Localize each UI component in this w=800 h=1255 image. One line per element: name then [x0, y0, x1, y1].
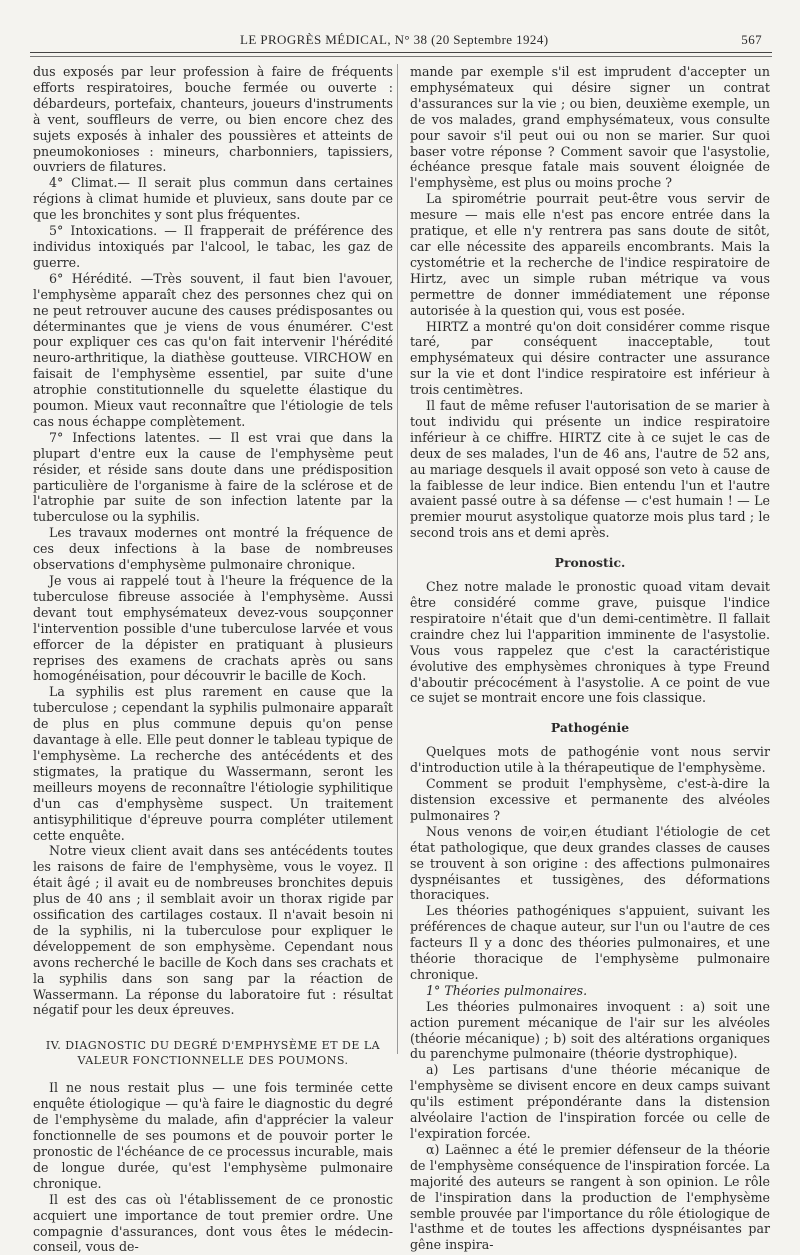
paragraph: Comment se produit l'emphysème, c'est-à-dire la distension excessive et permanente des alvéoles pulmonaires ? — [410, 776, 770, 823]
paragraph-heading: 1° Théories pulmonaires. — [426, 982, 588, 998]
paragraph: 7° Infections latentes. — Il est vrai que dans la plupart d'entre eux la cause de l'emphysème peut résider, et réside sans doute dans une prédisposition particulière de l'organisme à faire de la sclérose et de l'atrophie par suite de son infection latente par la tuberculose ou la syphilis. — [33, 429, 393, 525]
paragraph: La syphilis est plus rarement en cause que la tuberculose ; cependant la syphilis pulmonaire apparaît de plus en plus commune depuis qu'on pense davantage à elle. Elle peut donner le tableau typique de l'emphysème. La recherche des antécédents et des stigmates, la pratique du Wassermann, seront les meilleurs moyens de reconnaître l'étiologie syphilitique d'un cas d'emphysème suspect. Un traitement antisyphilitique d'épreuve pourra compléter utilement cette enquête. — [33, 684, 393, 843]
header-rule-thin — [30, 56, 772, 57]
section-title: IV. DIAGNOSTIC DU DEGRÉ D'EMPHYSÈME ET DE LA VALEUR FONCTIONNELLE DES POUMONS. — [45, 1039, 381, 1068]
journal-title: LE PROGRÈS MÉDICAL, N° 38 (20 Septembre 1924) — [240, 32, 549, 47]
paragraph: a) Les partisans d'une théorie mécanique de l'emphysème se divisent encore en deux camps suivant qu'ils estiment prépondérante dans la distension alvéolaire l'action de l'inspiration forcée ou celle de l'expiration forcée. — [410, 1062, 770, 1141]
paragraph: Les travaux modernes ont montré la fréquence de ces deux infections à la base de nombreuses observations d'emphysème pulmonaire chronique. — [33, 525, 393, 573]
paragraph: HIRTZ a montré qu'on doit considérer comme risque taré, par conséquent inacceptable, tout emphysémateux qui désire contracter une assurance sur la vie et dont l'indice respiratoire est inférieur à trois centimètres. — [410, 318, 770, 398]
paragraph: α) Laënnec a été le premier défenseur de la théorie de l'emphysème conséquence de l'inspiration forcée. La majorité des auteurs se rangent à son opinion. Le rôle de l'inspiration dans la production de l'emphysème semble prouvée par l'importance du rôle étiologique de l'asthme et de toutes les affections dyspnéisantes par gêne inspira- — [410, 1141, 770, 1253]
right-column — [410, 64, 770, 1253]
paragraph: Il ne nous restait plus — une fois terminée cette enquête étiologique — qu'à faire le diagnostic du degré de l'emphysème du malade, afin d'apprécier la valeur fonctionnelle de ses poumons et de pouvoir porter le pronostic de l'échéance de ce processus incurable, mais de longue durée, qu'est l'emphysème pulmonaire chronique. — [33, 1080, 393, 1191]
paragraph: Il est des cas où l'établissement de ce pronostic acquiert une importance de tout premier ordre. Une compagnie d'assurances, dont vous êtes le médecin-conseil, vous de- — [33, 1191, 393, 1255]
page-number: 567 — [741, 32, 762, 47]
header-rule — [30, 52, 772, 53]
paragraph: Les théories pulmonaires invoquent : a) soit une action purement mécanique de l'air sur les alvéoles (théorie mécanique) ; b) soit des altérations organiques du parenchyme pulmonaire (théorie dystrophique). — [410, 998, 770, 1062]
paragraph: Je vous ai rappelé tout à l'heure la fréquence de la tuberculose fibreuse associée à l'emphysème. Aussi devant tout emphysémateux devez-vous soupçonner l'intervention possible d'une tuberculose larvée et vous efforcer de la dépister en pratiquant à plusieurs reprises des examens de crachats après ou sans homogénéisation, pour découvrir le bacille de Koch. — [33, 573, 393, 684]
paragraph: Il faut de même refuser l'autorisation de se marier à tout individu qui présente un indice respiratoire inférieur à ce chiffre. HIRTZ cite à ce sujet le cas de deux de ses malades, l'un de 46 ans, l'autre de 52 ans, au mariage desquels il avait opposé son veto à cause de la faiblesse de leur indice. Bien entendu l'un et l'autre avaient passé outre à sa défense — c'est humain ! — Le premier mourut asystolique quatorze mois plus tard ; le second trois ans et demi après. — [410, 398, 770, 541]
subsection-title-pathogenie: Pathogénie — [550, 720, 630, 736]
paragraph: mande par exemple s'il est imprudent d'accepter un emphysémateux qui désire signer un contrat d'assurances sur la vie ; ou bien, deuxième exemple, un de vos malades, grand emphysémateux, vous consulte pour savoir s'il peut oui ou non se marier. Sur quoi baser votre réponse ? Comment savoir que l'asystolie, échéance presque fatale mais souvent éloignée de l'emphysème, est plus ou moins proche ? — [410, 64, 770, 191]
paragraph: 6° Hérédité. —Très souvent, il faut bien l'avouer, l'emphysème apparaît chez des personnes chez qui on ne peut retrouver aucune des causes prédisposantes ou déterminantes que je viens de vous énumérer. C'est pour expliquer ces cas qu'on fait intervenir l'hérédité neuro-arthritique, la diathèse goutteuse. VIRCHOW en faisait de l'emphysème essentiel, par suite d'une atrophie constitutionnelle du squelette élastique du poumon. Mieux vaut reconnaître que l'étiologie de tels cas nous échappe complètement. — [33, 270, 393, 429]
paragraph: Notre vieux client avait dans ses antécédents toutes les raisons de faire de l'emphysème, vous le voyez. Il était âgé ; il avait eu de nombreuses bronchites depuis plus de 40 ans ; il semblait avoir un thorax rigide par ossification des cartilages costaux. Il n'avait besoin ni de la syphilis, ni la tuberculose pour expliquer le développement de son emphysème. Cependant nous avons recherché le bacille de Koch dans ses crachats et la syphilis dans son sang par la réaction de Wassermann. La réponse du laboratoire fut : résultat négatif pour les deux épreuves. — [33, 843, 393, 1018]
paragraph: Quelques mots de pathogénie vont nous servir d'introduction utile à la thérapeutique de l'emphysème. — [410, 744, 770, 776]
paragraph: Les théories pathogéniques s'appuient, suivant les préférences de chaque auteur, sur l'un ou l'autre de ces facteurs Il y a donc des théories pulmonaires, et une théorie thoracique de l'emphysème pulmonaire chronique. — [410, 903, 770, 982]
paragraph: Nous venons de voir,en étudiant l'étiologie de cet état pathologique, que deux grandes classes de causes se trouvent à son origine : des affections pulmonaires dyspnéisantes et tussigènes, des déformations thoraciques. — [410, 823, 770, 903]
paragraph: dus exposés par leur profession à faire de fréquents efforts respiratoires, bouche fermée ou ouverte : débardeurs, portefaix, chanteurs, joueurs d'instruments à vent, souffleurs de verre, ou bien encore chez des sujets exposés à inhaler des poussières et atteints de pneumokonioses : mineurs, charbonniers, tapissiers, ouvriers de filatures. — [33, 64, 393, 175]
paragraph: Chez notre malade le pronostic quoad vitam devait être considéré comme grave, puisque l'indice respiratoire n'était que d'un demi-centimètre. Il fallait craindre chez lui l'apparition imminente de l'asystolie. Vous vous rappelez que c'est la caractéristique évolutive des emphysèmes chroniques à type Freund d'aboutir précocément à l'asystolie. A ce point de vue ce sujet se montrait encore une fois classique. — [410, 579, 770, 706]
paragraph: 4° Climat.— Il serait plus commun dans certaines régions à climat humide et pluvieux, sans doute par ce que les bronchites y sont plus fréquentes. — [33, 175, 393, 223]
subsection-title-pronostic: Pronostic. — [554, 555, 626, 571]
column-divider — [397, 64, 398, 1054]
paragraph: La spirométrie pourrait peut-être vous servir de mesure — mais elle n'est pas encore entrée dans la pratique, et elle n'y rentrera pas sans doute de sitôt, car elle nécessite des appareils encombrants. Mais la cystométrie et la recherche de l'indice respiratoire de Hirtz, avec un simple ruban métrique va vous permettre de donner immédiatement une réponse autorisée à la question qui, vous est posée. — [410, 191, 770, 318]
running-header — [30, 30, 770, 52]
left-column — [33, 64, 393, 1255]
paragraph: 5° Intoxications. — Il frapperait de préférence des individus intoxiqués par l'alcool, le tabac, les gaz de guerre. — [33, 223, 393, 270]
